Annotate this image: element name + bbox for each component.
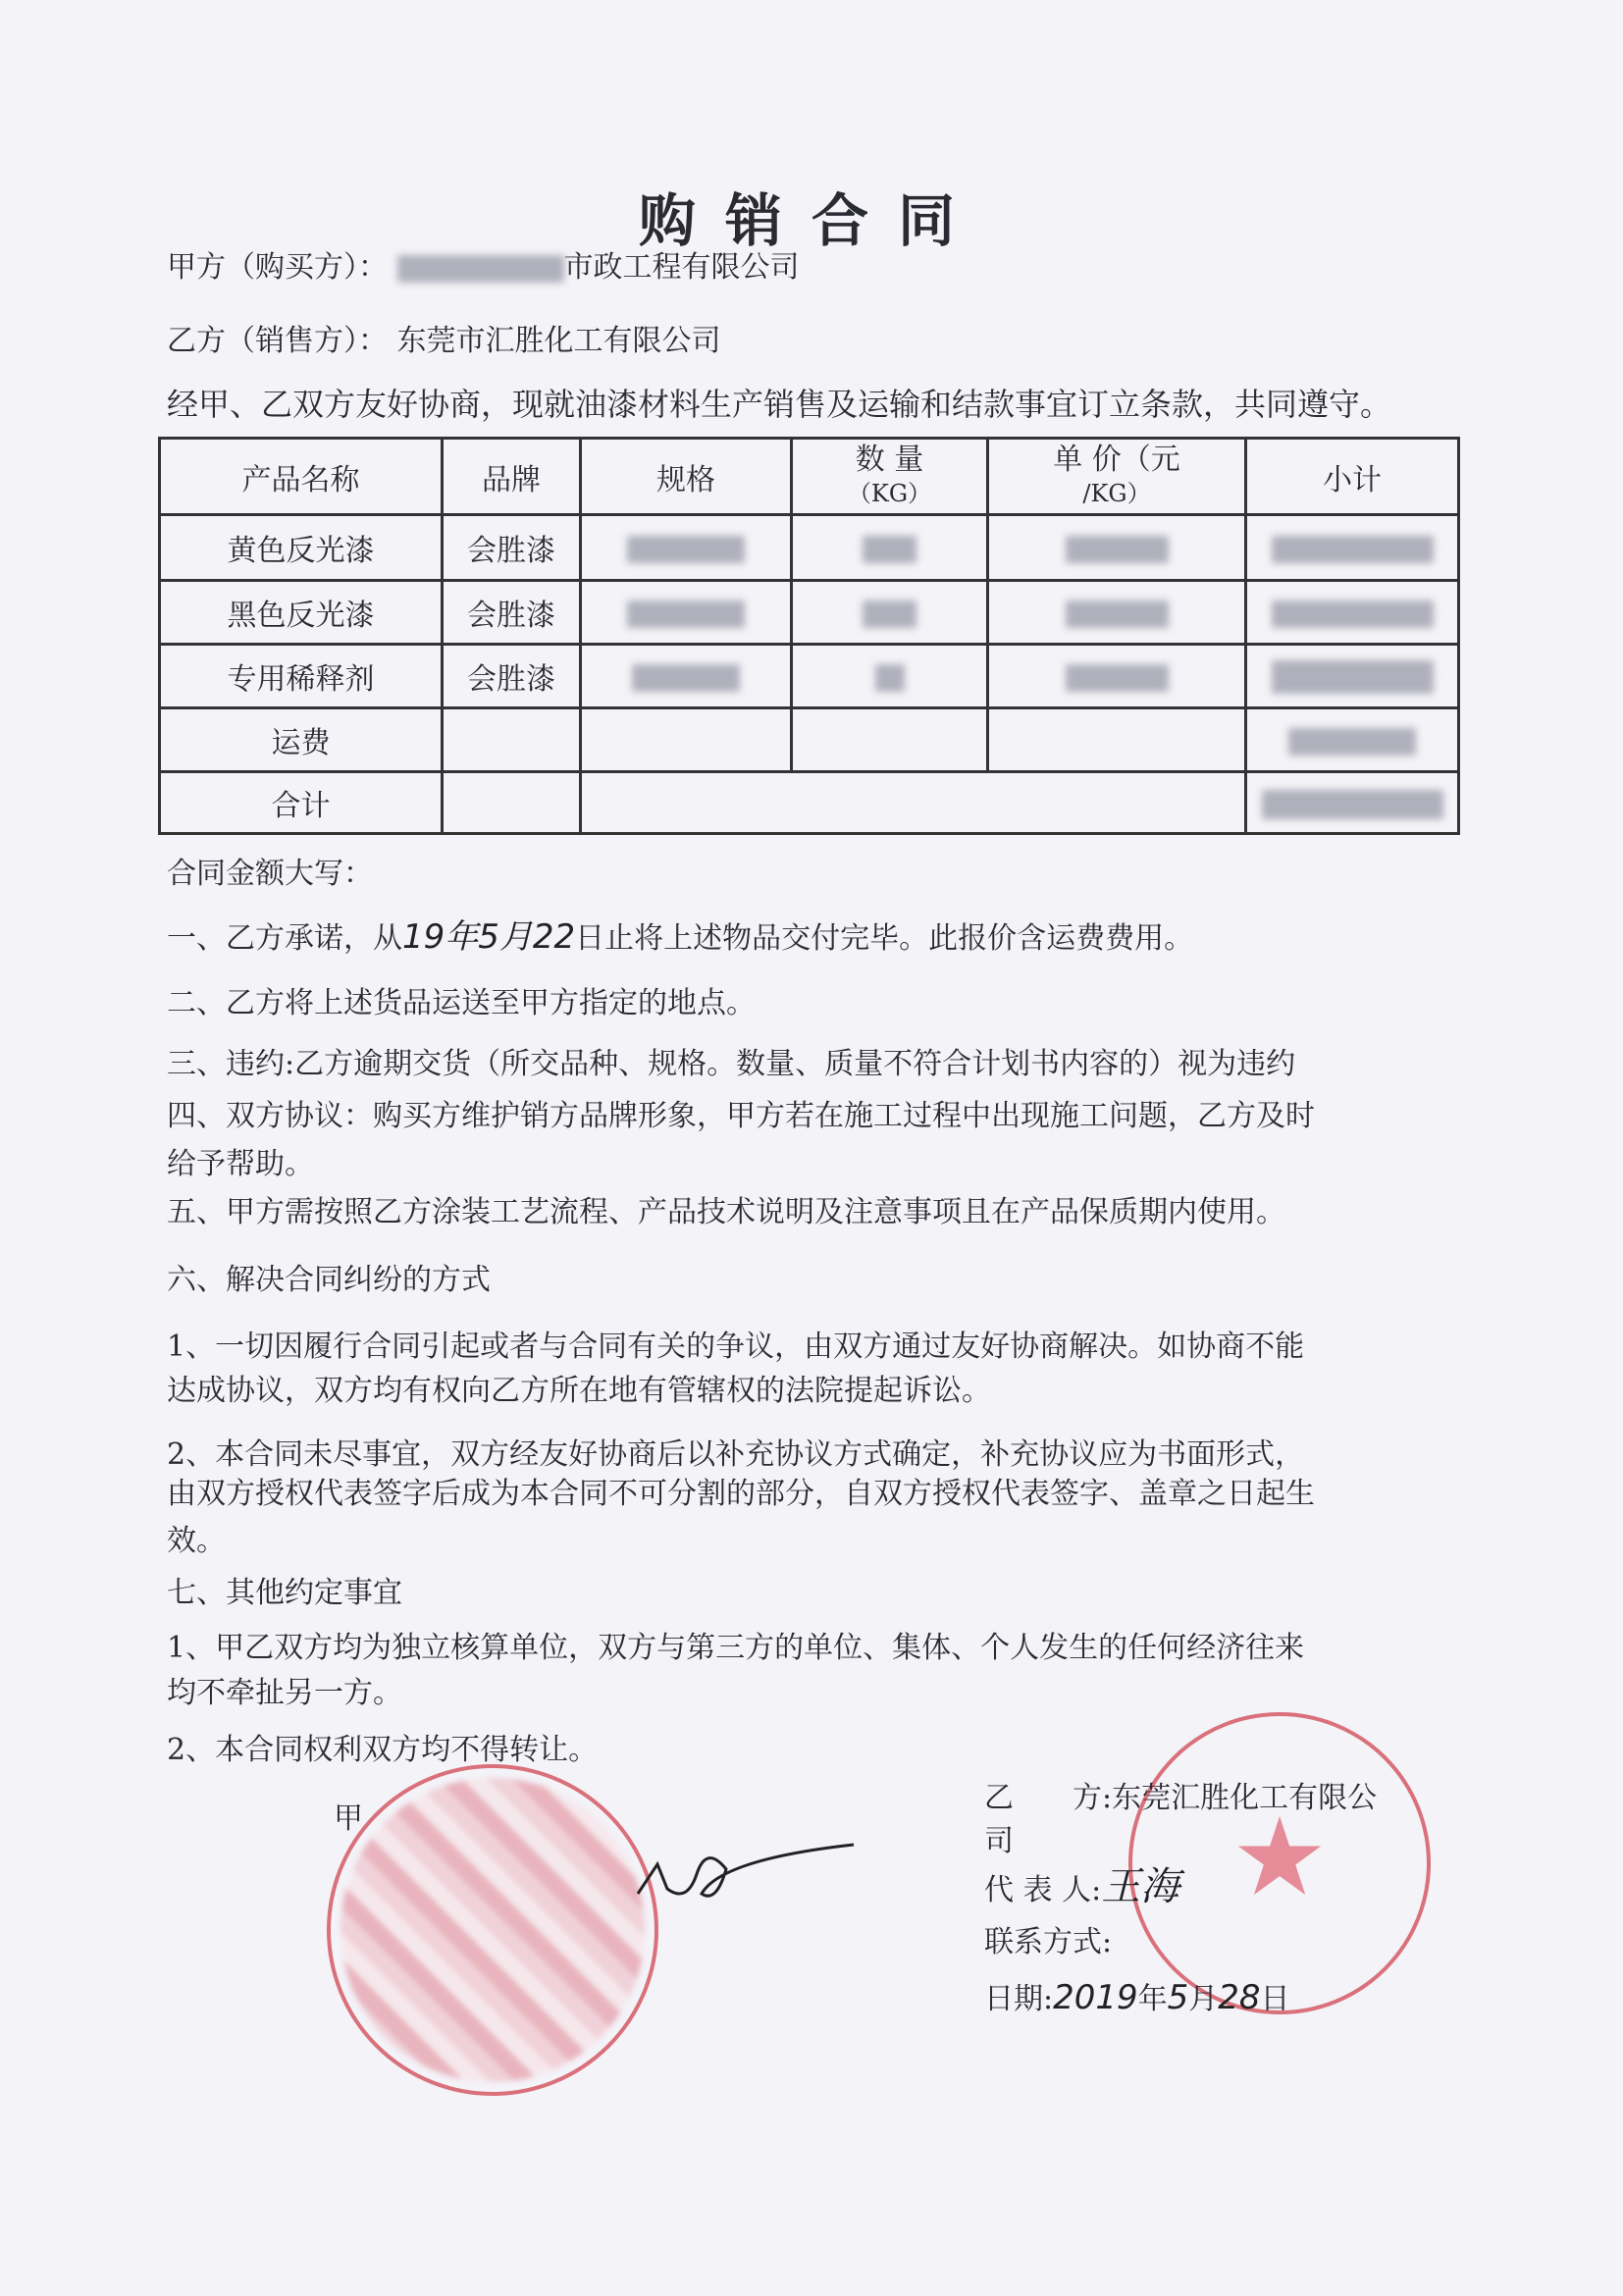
rep-label: 代 表 人: [984, 1873, 1102, 1907]
total-label: 合计 [160, 772, 443, 834]
clause-6-2-end: 效。 [167, 1524, 226, 1558]
header-cell: 规格 [581, 439, 792, 515]
contact-label: 联系方式: [984, 1925, 1113, 1959]
product-table [158, 437, 1460, 835]
header-unit: /KG） [1082, 479, 1151, 507]
party-b-sign-line2: 司 [984, 1824, 1014, 1858]
clause-4-cont: 给予帮助。 [167, 1147, 314, 1181]
header-cell: 品牌 [443, 439, 581, 515]
document-title: 购销合同 [638, 187, 984, 254]
party-a-name: 市政工程有限公司 [563, 250, 800, 285]
clause-7: 七、其他约定事宜 [167, 1576, 402, 1610]
clause-5: 五、甲方需按照乙方涂装工艺流程、产品技术说明及注意事项且在产品保质期内使用。 [167, 1195, 1285, 1229]
month-char: 月 [1188, 1982, 1219, 2016]
header-cell [988, 439, 1246, 515]
year-char: 年 [1137, 1982, 1168, 2016]
redacted-cell [581, 581, 792, 645]
day-char: 日 [1260, 1982, 1290, 2016]
party-b-sign-line: 乙 方:东莞汇胜化工有限公 [984, 1781, 1378, 1815]
clause-text: 一、乙方承诺，从 [167, 921, 402, 956]
product-brand: 会胜漆 [443, 581, 581, 645]
product-name: 黄色反光漆 [160, 515, 443, 581]
clause-6-1: 1、一切因履行合同引起或者与合同有关的争议，由双方通过友好协商解决。如协商不能 [167, 1330, 1305, 1364]
clause-1 [167, 917, 1193, 959]
party-b-name: 东莞市汇胜化工有限公司 [396, 324, 721, 358]
party-a-sign-label: 甲 [334, 1801, 363, 1836]
clause-6-2-cont: 由双方授权代表签字后成为本合同不可分割的部分，自双方授权代表签字、盖章之日起生 [167, 1477, 1315, 1511]
party-a-line [167, 248, 800, 287]
table-row [160, 581, 1459, 645]
redacted-cell [792, 515, 988, 581]
redacted-cell [1246, 515, 1459, 581]
redacted-cell [581, 645, 792, 708]
header-text: 单 价（元 [1053, 442, 1180, 477]
table-row [160, 515, 1459, 581]
table-header-row [160, 439, 1459, 515]
product-name: 黑色反光漆 [160, 581, 443, 645]
redacted-cell [792, 581, 988, 645]
freight-label: 运费 [160, 708, 443, 772]
product-brand: 会胜漆 [443, 645, 581, 708]
header-cell: 产品名称 [160, 439, 443, 515]
clause-6-2: 2、本合同未尽事宜，双方经友好协商后以补充协议方式确定，补充协议应为书面形式， [167, 1437, 1305, 1472]
product-name: 专用稀释剂 [160, 645, 443, 708]
clause-3: 三、违约:乙方逾期交货（所交品种、规格。数量、质量不符合计划书内容的）视为违约 [167, 1047, 1296, 1081]
table-row [160, 645, 1459, 708]
clause-4: 四、双方协议：购买方维护销方品牌形象，甲方若在施工过程中出现施工问题，乙方及时 [167, 1099, 1315, 1133]
clause-7-1: 1、甲乙双方均为独立核算单位，双方与第三方的单位、集体、个人发生的任何经济往来 [167, 1631, 1305, 1665]
date-month: 5 [1167, 1978, 1189, 2017]
intro-text: 经甲、乙双方友好协商，现就油漆材料生产销售及运输和结款事宜订立条款，共同遵守。 [167, 386, 1392, 423]
redacted-cell [581, 515, 792, 581]
party-a-label: 甲方（购买方）： [167, 250, 388, 285]
clause-7-1-cont: 均不牵扯另一方。 [167, 1676, 402, 1710]
date-line [984, 1978, 1290, 2019]
party-a-stamp [327, 1764, 658, 2096]
star-icon: ★ [1230, 1794, 1329, 1920]
clause-7-2: 2、本合同权利双方均不得转让。 [167, 1733, 599, 1767]
redacted-cell [1246, 708, 1459, 772]
representative-line [984, 1864, 1180, 1910]
redacted-cell [792, 645, 988, 708]
party-b-line [167, 322, 721, 361]
product-brand: 会胜漆 [443, 515, 581, 581]
date-day: 28 [1218, 1978, 1261, 2017]
date-label: 日期: [984, 1982, 1054, 2016]
header-cell: 小计 [1246, 439, 1459, 515]
redacted-cell [988, 515, 1246, 581]
redacted-cell [1246, 581, 1459, 645]
party-b-stamp [1128, 1712, 1431, 2014]
party-b-label: 乙方（销售方）： [167, 324, 388, 358]
rep-signature: 王海 [1101, 1864, 1180, 1909]
header-cell [792, 439, 988, 515]
freight-row [160, 708, 1459, 772]
clause-text: 日止将上述物品交付完毕。此报价含运费费用。 [575, 921, 1194, 956]
clause-6: 六、解决合同纠纷的方式 [167, 1263, 491, 1297]
handwritten-date: 19年5月22 [402, 917, 576, 957]
date-year: 2019 [1053, 1978, 1138, 2017]
redacted-cell [988, 581, 1246, 645]
clause-6-1-cont: 达成协议，双方均有权向乙方所在地有管辖权的法院提起诉讼。 [167, 1374, 991, 1408]
clause-2: 二、乙方将上述货品运送至甲方指定的地点。 [167, 986, 756, 1020]
redacted-cell [988, 645, 1246, 708]
redacted-cell [1246, 645, 1459, 708]
party-a-signature [628, 1835, 864, 1913]
redacted-cell [1246, 772, 1459, 834]
header-text: 数 量 [855, 442, 924, 477]
redacted-name [397, 255, 564, 283]
total-row [160, 772, 1459, 834]
header-unit: （KG） [847, 479, 932, 507]
amount-in-words-label: 合同金额大写： [167, 857, 373, 891]
